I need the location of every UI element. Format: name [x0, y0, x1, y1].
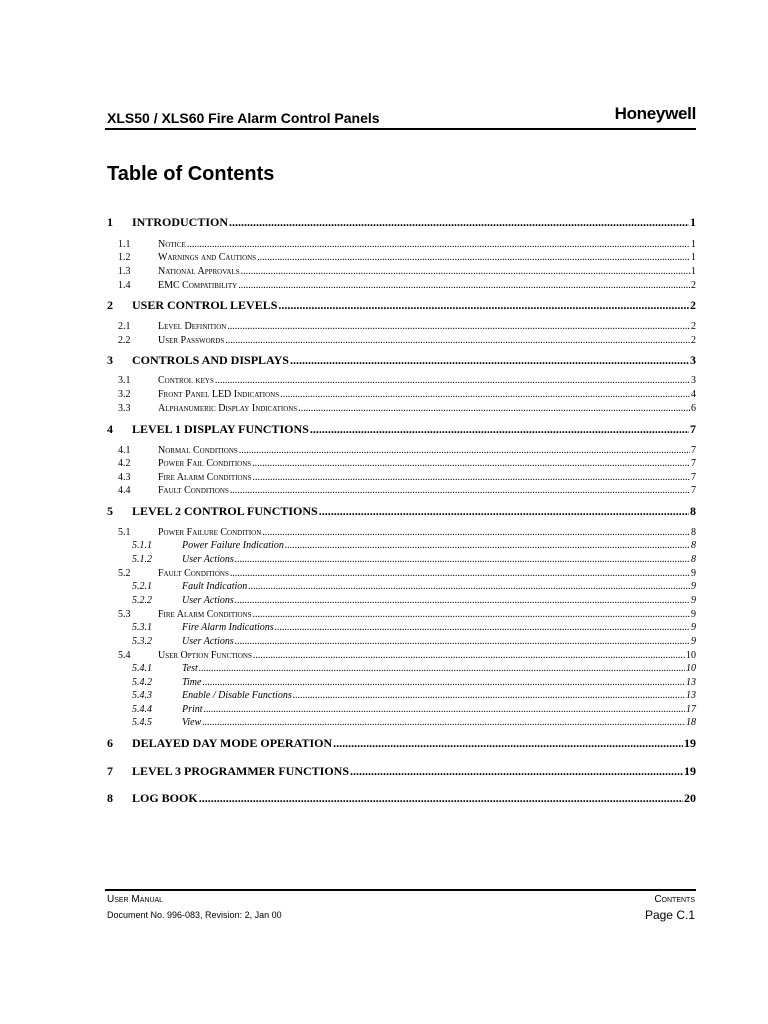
toc-leader-dots	[227, 320, 690, 333]
footer-rule	[105, 889, 696, 891]
toc-entry-number: 1	[107, 215, 113, 229]
toc-entry-page: 8	[691, 540, 696, 551]
toc-entry-page: 3	[691, 375, 696, 386]
toc-entry-level2[interactable]	[107, 526, 696, 539]
toc-entry-title: Power Failure Indication	[182, 540, 284, 551]
toc-entry-title: DELAYED DAY MODE OPERATION	[132, 736, 333, 750]
toc-entry-number: 5.1	[118, 527, 131, 538]
toc-entry-title: Fault Indication	[182, 581, 248, 592]
footer-manual-label: User Manual	[107, 894, 164, 905]
toc-leader-dots	[252, 457, 690, 470]
toc-entry-number: 5.1.1	[132, 540, 152, 551]
toc-entry-title: CONTROLS AND DISPLAYS	[132, 353, 289, 367]
toc-entry-page: 8	[690, 504, 696, 518]
footer-section-label: Contents	[654, 894, 695, 905]
toc-entry-number: 4.4	[118, 485, 131, 496]
toc-entry-level2[interactable]	[107, 608, 696, 621]
toc-entry-page: 1	[691, 239, 696, 250]
toc-leader-dots	[235, 553, 690, 566]
toc-entry-level1[interactable]	[107, 792, 696, 805]
toc-entry-title: User Actions	[182, 636, 234, 647]
toc-entry-page: 3	[690, 353, 696, 367]
toc-entry-page: 7	[691, 472, 696, 483]
toc-entry-title: Warnings and Cautions	[158, 252, 257, 263]
toc-leader-dots	[239, 444, 690, 457]
toc-entry-number: 7	[107, 764, 113, 778]
toc-leader-dots	[215, 374, 690, 387]
toc-entry-title: Print	[182, 704, 203, 715]
toc-entry-page: 2	[691, 335, 696, 346]
toc-entry-level3[interactable]	[107, 635, 696, 648]
toc-entry-page: 1	[691, 252, 696, 263]
toc-leader-dots	[310, 423, 689, 436]
toc-entry-number: 5.4.3	[132, 690, 152, 701]
toc-entry-number: 4.3	[118, 472, 131, 483]
toc-entry-level3[interactable]	[107, 703, 696, 716]
toc-entry-level2[interactable]	[107, 567, 696, 580]
toc-entry-page: 7	[691, 445, 696, 456]
toc-entry-title: INTRODUCTION	[132, 215, 229, 229]
toc-entry-level3[interactable]	[107, 662, 696, 675]
toc-leader-dots	[199, 662, 685, 675]
toc-entry-level2[interactable]	[107, 457, 696, 470]
toc-entry-page: 18	[686, 717, 696, 728]
toc-leader-dots	[235, 635, 690, 648]
toc-entry-number: 5.1.2	[132, 554, 152, 565]
toc-entry-number: 5.3.2	[132, 636, 152, 647]
toc-entry-number: 5.4.2	[132, 677, 152, 688]
toc-leader-dots	[202, 676, 685, 689]
toc-entry-level3[interactable]	[107, 689, 696, 702]
toc-entry-title: Power Failure Condition	[158, 527, 262, 538]
toc-leader-dots	[253, 471, 690, 484]
toc-entry-number: 8	[107, 791, 113, 805]
toc-entry-title: Test	[182, 663, 198, 674]
toc-entry-title: Time	[182, 677, 202, 688]
toc-leader-dots	[225, 334, 690, 347]
toc-leader-dots	[187, 238, 690, 251]
toc-leader-dots	[253, 608, 690, 621]
toc-entry-number: 5.3	[118, 609, 131, 620]
honeywell-logo: Honeywell	[614, 104, 696, 123]
toc-entry-title: Fire Alarm Conditions	[158, 472, 252, 483]
toc-entry-level2[interactable]	[107, 388, 696, 401]
toc-leader-dots	[290, 354, 689, 367]
toc-leader-dots	[202, 716, 685, 729]
toc-entry-number: 2.2	[118, 335, 131, 346]
toc-entry-title: LOG BOOK	[132, 791, 198, 805]
toc-leader-dots	[333, 737, 683, 750]
toc-entry-title: Fault Conditions	[158, 568, 229, 579]
toc-leader-dots	[230, 484, 690, 497]
toc-entry-title: Notice	[158, 239, 186, 250]
toc-entry-level2[interactable]	[107, 265, 696, 278]
toc-entry-number: 1.3	[118, 266, 131, 277]
toc-entry-level1[interactable]	[107, 299, 696, 312]
toc-entry-title: LEVEL 1 DISPLAY FUNCTIONS	[132, 422, 309, 436]
toc-entry-number: 5.2.2	[132, 595, 152, 606]
table-of-contents	[107, 0, 696, 1024]
toc-entry-page: 6	[691, 403, 696, 414]
toc-entry-number: 3.3	[118, 403, 131, 414]
toc-entry-page: 7	[691, 485, 696, 496]
toc-entry-level3[interactable]	[107, 594, 696, 607]
toc-entry-title: User Actions	[182, 595, 234, 606]
toc-entry-number: 3	[107, 353, 113, 367]
toc-entry-page: 13	[686, 677, 696, 688]
toc-entry-level3[interactable]	[107, 716, 696, 729]
toc-entry-title: User Option Functions	[158, 650, 252, 661]
toc-leader-dots	[241, 265, 690, 278]
toc-entry-level2[interactable]	[107, 320, 696, 333]
toc-entry-level3[interactable]	[107, 539, 696, 552]
toc-entry-page: 9	[691, 636, 696, 647]
toc-entry-title: Control keys	[158, 375, 214, 386]
toc-entry-level1[interactable]	[107, 505, 696, 518]
toc-entry-number: 5.3.1	[132, 622, 152, 633]
toc-entry-number: 3.1	[118, 375, 131, 386]
toc-entry-number: 5.2	[118, 568, 131, 579]
toc-leader-dots	[298, 402, 690, 415]
toc-entry-page: 1	[691, 266, 696, 277]
toc-entry-page: 2	[690, 298, 696, 312]
toc-entry-page: 8	[691, 554, 696, 565]
toc-entry-title: National Approvals	[158, 266, 240, 277]
toc-entry-title: Fire Alarm Conditions	[158, 609, 252, 620]
toc-entry-title: User Passwords	[158, 335, 225, 346]
toc-entry-page: 19	[684, 736, 696, 750]
toc-entry-level3[interactable]	[107, 553, 696, 566]
toc-leader-dots	[285, 539, 690, 552]
toc-entry-level2[interactable]	[107, 444, 696, 457]
toc-entry-level1[interactable]	[107, 354, 696, 367]
toc-entry-page: 20	[684, 791, 696, 805]
toc-entry-level2[interactable]	[107, 238, 696, 251]
toc-leader-dots	[262, 526, 690, 539]
toc-leader-dots	[248, 580, 690, 593]
toc-entry-level2[interactable]	[107, 251, 696, 264]
toc-entry-number: 4.2	[118, 458, 131, 469]
toc-entry-number: 3.2	[118, 389, 131, 400]
toc-entry-number: 1.4	[118, 280, 131, 291]
footer-page-number: Page C.1	[644, 908, 695, 922]
toc-entry-level2[interactable]	[107, 374, 696, 387]
footer-document-number: Document No. 996-083, Revision: 2, Jan 00	[107, 910, 282, 920]
toc-entry-number: 6	[107, 736, 113, 750]
toc-entry-level1[interactable]	[107, 423, 696, 436]
toc-entry-number: 2	[107, 298, 113, 312]
toc-entry-number: 4	[107, 422, 113, 436]
toc-entry-page: 10	[686, 650, 696, 661]
toc-entry-page: 9	[691, 581, 696, 592]
toc-leader-dots	[278, 299, 689, 312]
toc-entry-page: 7	[690, 422, 696, 436]
toc-entry-level1[interactable]	[107, 737, 696, 750]
toc-entry-number: 5.4.4	[132, 704, 152, 715]
toc-leader-dots	[204, 703, 685, 716]
toc-entry-number: 1.2	[118, 252, 131, 263]
toc-leader-dots	[257, 251, 690, 264]
toc-entry-title: Fire Alarm Indications	[182, 622, 274, 633]
toc-entry-number: 5.2.1	[132, 581, 152, 592]
toc-entry-level1[interactable]	[107, 765, 696, 778]
toc-entry-level3[interactable]	[107, 676, 696, 689]
toc-entry-title: Front Panel LED Indications	[158, 389, 280, 400]
toc-entry-title: Level Definition	[158, 321, 227, 332]
document-title: XLS50 / XLS60 Fire Alarm Control Panels	[107, 110, 380, 126]
toc-heading: Table of Contents	[107, 163, 275, 185]
toc-entry-title: View	[182, 717, 202, 728]
toc-entry-number: 1.1	[118, 239, 131, 250]
toc-entry-page: 7	[691, 458, 696, 469]
toc-entry-level3[interactable]	[107, 580, 696, 593]
toc-entry-level2[interactable]	[107, 334, 696, 347]
toc-entry-page: 4	[691, 389, 696, 400]
toc-entry-page: 9	[691, 568, 696, 579]
toc-leader-dots	[293, 689, 685, 702]
toc-leader-dots	[199, 792, 683, 805]
toc-entry-page: 2	[691, 321, 696, 332]
toc-entry-page: 17	[686, 704, 696, 715]
toc-leader-dots	[280, 388, 690, 401]
toc-entry-page: 10	[686, 663, 696, 674]
toc-entry-title: LEVEL 3 PROGRAMMER FUNCTIONS	[132, 764, 350, 778]
toc-leader-dots	[319, 505, 689, 518]
toc-entry-title: Enable / Disable Functions	[182, 690, 292, 701]
toc-entry-level2[interactable]	[107, 484, 696, 497]
toc-entry-number: 5.4.5	[132, 717, 152, 728]
toc-entry-number: 2.1	[118, 321, 131, 332]
toc-leader-dots	[350, 765, 683, 778]
toc-entry-level2[interactable]	[107, 402, 696, 415]
toc-entry-level2[interactable]	[107, 279, 696, 292]
toc-leader-dots	[275, 621, 690, 634]
toc-leader-dots	[253, 649, 685, 662]
toc-entry-level3[interactable]	[107, 621, 696, 634]
toc-entry-page: 9	[691, 595, 696, 606]
toc-leader-dots	[235, 594, 690, 607]
toc-entry-title: Power Fail Conditions	[158, 458, 252, 469]
toc-entry-page: 19	[684, 764, 696, 778]
toc-entry-page: 1	[690, 215, 696, 229]
toc-entry-page: 9	[691, 609, 696, 620]
toc-leader-dots	[238, 279, 690, 292]
toc-entry-number: 4.1	[118, 445, 131, 456]
toc-entry-title: LEVEL 2 CONTROL FUNCTIONS	[132, 504, 318, 518]
toc-leader-dots	[229, 216, 689, 229]
toc-entry-title: USER CONTROL LEVELS	[132, 298, 278, 312]
toc-entry-title: Normal Conditions	[158, 445, 238, 456]
toc-entry-title: User Actions	[182, 554, 234, 565]
toc-entry-page: 9	[691, 622, 696, 633]
toc-entry-level1[interactable]	[107, 216, 696, 229]
toc-entry-title: EMC Compatibility	[158, 280, 238, 291]
toc-entry-page: 2	[691, 280, 696, 291]
toc-entry-level2[interactable]	[107, 649, 696, 662]
toc-entry-number: 5.4	[118, 650, 131, 661]
toc-entry-page: 13	[686, 690, 696, 701]
toc-entry-number: 5	[107, 504, 113, 518]
toc-leader-dots	[230, 567, 690, 580]
toc-entry-page: 8	[691, 527, 696, 538]
toc-entry-number: 5.4.1	[132, 663, 152, 674]
toc-entry-title: Fault Conditions	[158, 485, 229, 496]
toc-entry-level2[interactable]	[107, 471, 696, 484]
toc-entry-title: Alphanumeric Display Indications	[158, 403, 298, 414]
